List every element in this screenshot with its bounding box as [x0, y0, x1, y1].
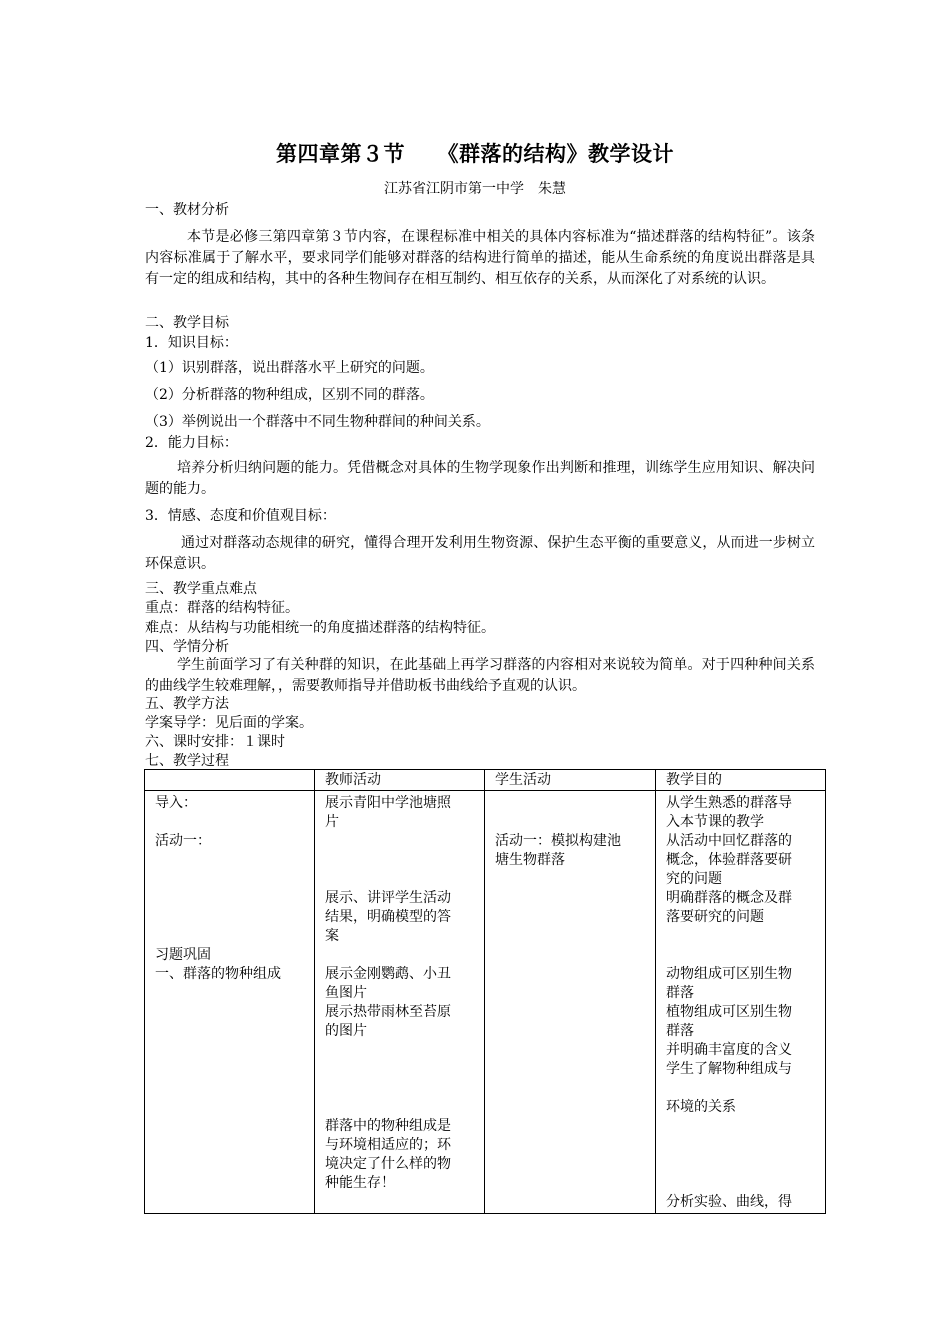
- section-heading-2: 二、教学目标: [145, 315, 229, 331]
- purpose-text-line: 群落: [666, 1023, 694, 1039]
- header-cell-student: 学生活动: [485, 770, 656, 791]
- teacher-text-line: 的图片: [325, 1023, 367, 1039]
- stage-cell: [145, 791, 315, 1214]
- goal-ability-heading: 2．能力目标：: [145, 435, 238, 451]
- purpose-text-line: 入本节课的教学: [666, 814, 764, 830]
- goal-knowledge-item: （3）举例说出一个群落中不同生物种群间的种间关系。: [145, 414, 490, 430]
- student-activity-cell: [485, 791, 656, 1214]
- purpose-text-line: 明确群落的概念及群: [666, 890, 792, 906]
- author-line: 江苏省江阴市第一中学 朱慧: [384, 181, 566, 197]
- teacher-activity-cell: [315, 791, 485, 1214]
- section-heading-1: 一、教材分析: [145, 202, 229, 218]
- teacher-text-line: 展示热带雨林至苔原: [325, 1004, 451, 1020]
- difficult-point-line: 难点：从结构与功能相统一的角度描述群落的结构特征。: [145, 620, 495, 636]
- teacher-text-line: 与环境相适应的；环: [325, 1137, 451, 1153]
- purpose-text-line: 从学生熟悉的群落导: [666, 795, 792, 811]
- purpose-text-line: 植物组成可区别生物: [666, 1004, 792, 1020]
- section-heading-5: 五、教学方法: [145, 696, 229, 712]
- teacher-text-line: 境决定了什么样的物: [325, 1156, 451, 1172]
- purpose-text-line: 动物组成可区别生物: [666, 966, 792, 982]
- section-4-paragraph: 学生前面学习了有关种群的知识，在此基础上再学习群落的内容相对来说较为简单。对于四种种间关系的曲线学生较难理解，，需要教师指导并借助板书曲线给予直观的认识。: [145, 657, 815, 694]
- purpose-text-line: 学生了解物种组成与: [666, 1061, 792, 1077]
- purpose-text-line: 从活动中回忆群落的: [666, 833, 792, 849]
- purpose-text-line: 概念，体验群落要研: [666, 852, 792, 868]
- purpose-text-line: 分析实验、曲线，得: [666, 1194, 792, 1210]
- goal-knowledge-heading: 1．知识目标：: [145, 335, 238, 351]
- header-cell-purpose: 教学目的: [656, 770, 826, 791]
- purpose-text-line: 环境的关系: [666, 1099, 736, 1115]
- schedule-line: 六、课时安排：１课时: [145, 734, 285, 750]
- teacher-text-line: 鱼图片: [325, 985, 367, 1001]
- goal-attitude-paragraph: 通过对群落动态规律的研究，懂得合理开发利用生物资源、保护生态平衡的重要意义，从而进一步树立环保意识。: [145, 535, 815, 572]
- teacher-text-line: 展示、讲评学生活动: [325, 890, 451, 906]
- goal-knowledge-item: （1）识别群落，说出群落水平上研究的问题。: [145, 360, 434, 376]
- purpose-text-line: 究的问题: [666, 871, 722, 887]
- purpose-cell: [656, 791, 826, 1214]
- student-text-line: 塘生物群落: [495, 852, 565, 868]
- stage-intro: 导入：: [155, 795, 197, 811]
- goal-attitude-heading: 3．情感、态度和价值观目标：: [145, 508, 336, 524]
- section-heading-7: 七、教学过程: [145, 753, 229, 769]
- section-heading-4: 四、学情分析: [145, 639, 229, 655]
- teaching-process-table: [144, 769, 826, 1214]
- key-point-line: 重点：群落的结构特征。: [145, 600, 299, 616]
- document-title: 第四章第３节 《群落的结构》教学设计: [276, 142, 674, 166]
- method-line: 学案导学：见后面的学案。: [145, 715, 313, 731]
- teacher-text-line: 展示金刚鹦鹉、小丑: [325, 966, 451, 982]
- purpose-text-line: 并明确丰富度的含义: [666, 1042, 792, 1058]
- teacher-text-line: 案: [325, 928, 339, 944]
- section-1-paragraph: 本节是必修三第四章第３节内容，在课程标准中相关的具体内容标准为“描述群落的结构特征”。该条内容标准属于了解水平，要求同学们能够对群落的结构进行简单的描述，能从生命系统的角度说出群落是具有一定的组成和结构，其中的各种生物间存在相互制约、相互依存的关系，从而深化了对系统的认识。: [145, 229, 815, 287]
- goal-knowledge-item: （2）分析群落的物种组成，区别不同的群落。: [145, 387, 434, 403]
- teacher-text-line: 展示青阳中学池塘照: [325, 795, 451, 811]
- purpose-text-line: 落要研究的问题: [666, 909, 764, 925]
- teacher-text-line: 结果，明确模型的答: [325, 909, 451, 925]
- stage-exercise: 习题巩固: [155, 947, 211, 963]
- header-cell-blank: [145, 770, 315, 791]
- teacher-text-line: 片: [325, 814, 339, 830]
- stage-activity-1: 活动一：: [155, 833, 211, 849]
- teacher-text-line: 种能生存！: [325, 1175, 395, 1191]
- student-text-line: 活动一：模拟构建池: [495, 833, 621, 849]
- table-header-row: [145, 770, 826, 791]
- stage-species-composition: 一、群落的物种组成: [155, 966, 281, 982]
- purpose-text-line: 群落: [666, 985, 694, 1001]
- goal-ability-paragraph: 培养分析归纳问题的能力。凭借概念对具体的生物学现象作出判断和推理，训练学生应用知识、解决问题的能力。: [145, 460, 815, 497]
- teacher-text-line: 群落中的物种组成是: [325, 1118, 451, 1134]
- header-cell-teacher: 教师活动: [315, 770, 485, 791]
- section-heading-3: 三、教学重点难点: [145, 581, 257, 597]
- table-row: [145, 791, 826, 1214]
